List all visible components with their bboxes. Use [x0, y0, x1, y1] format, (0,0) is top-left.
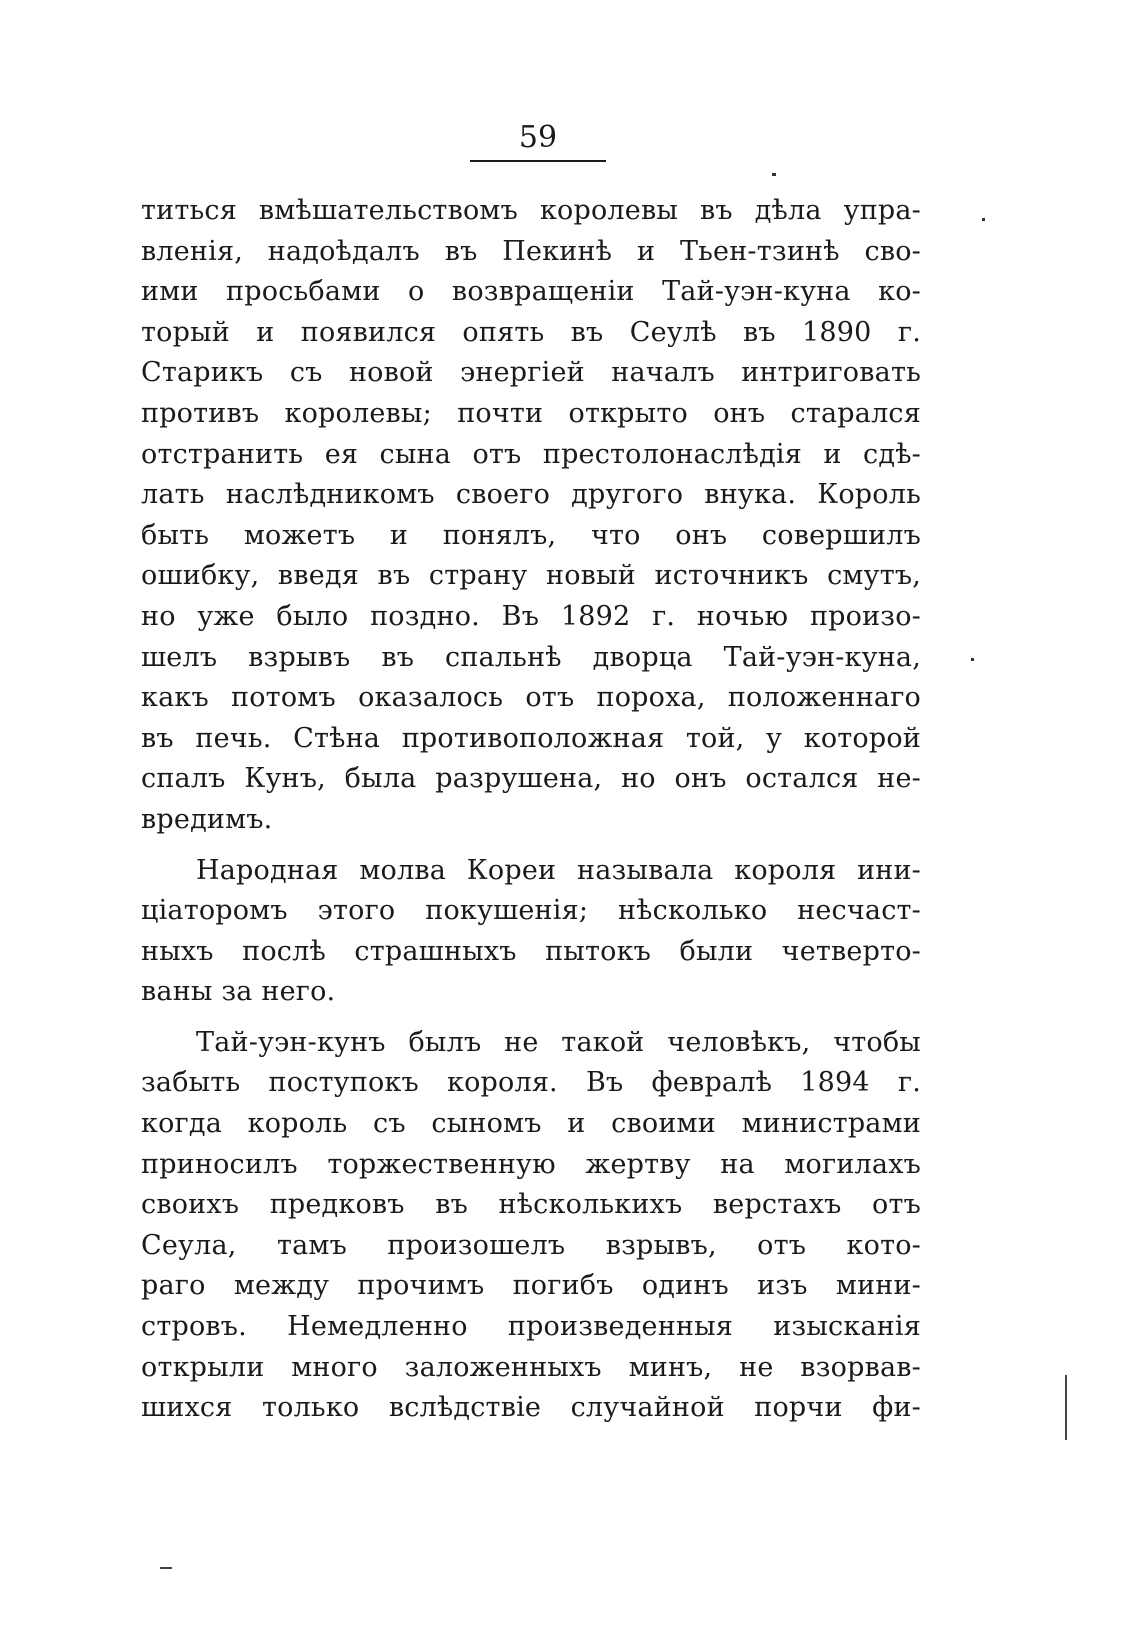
text-line: спалъ Кунъ, была разрушена, но онъ остался не-: [141, 763, 921, 795]
text-line: ошибку, введя въ страну новый источникъ смутъ,: [141, 560, 921, 592]
text-line: но уже было поздно. Въ 1892 г. ночью произо-: [141, 600, 921, 632]
text-line: вредимъ.: [141, 803, 273, 835]
text-line: вленія, надоѣдалъ въ Пекинѣ и Тьен-тзинѣ сво-: [141, 235, 921, 267]
text-line: стровъ. Немедленно произведенныя изысканія: [141, 1311, 921, 1343]
text-line: Сеула, тамъ произошелъ взрывъ, отъ кото-: [141, 1229, 921, 1261]
paragraph-2: [141, 851, 921, 1013]
page-number: 59: [518, 120, 558, 155]
text-line: титься вмѣшательствомъ королевы въ дѣла упра-: [141, 195, 921, 226]
text-line: шихся только вслѣдствіе случайной порчи фи-: [141, 1392, 921, 1424]
text-line: своихъ предковъ въ нѣсколькихъ верстахъ отъ: [141, 1189, 921, 1221]
text-line: Народная молва Кореи называла короля ини-: [196, 854, 921, 886]
text-line: открыли много заложенныхъ минъ, не взорвав-: [141, 1351, 921, 1383]
text-line: раго между прочимъ погибъ одинъ изъ мини-: [141, 1270, 921, 1302]
text-line: лать наслѣдникомъ своего другого внука. Король: [141, 479, 921, 511]
text-line: ціаторомъ этого покушенія; нѣсколько несчаст-: [141, 895, 921, 927]
text-line: приносилъ торжественную жертву на могилахъ: [141, 1148, 921, 1180]
paragraph-3: [141, 1023, 921, 1429]
body-text: [141, 191, 921, 1429]
text-line: торый и появился опять въ Сеулѣ въ 1890 г.: [141, 316, 921, 348]
text-line: когда король съ сыномъ и своими министрами: [141, 1108, 921, 1140]
text-line: отстранить ея сына отъ престолонаслѣдія и сдѣ-: [141, 438, 921, 470]
paragraph-1: [141, 191, 921, 841]
scan-dash: [160, 1567, 172, 1569]
text-line: Старикъ съ новой энергіей началъ интриговать: [141, 357, 921, 389]
text-line: ими просьбами о возвращеніи Тай-уэн-куна ко-: [141, 276, 921, 308]
text-line: противъ королевы; почти открыто онъ старался: [141, 397, 921, 429]
scan-speck: [772, 173, 776, 176]
text-line: какъ потомъ оказалось отъ пороха, положеннаго: [141, 682, 921, 714]
text-line: Тай-уэн-кунъ былъ не такой человѣкъ, чтобы: [196, 1026, 921, 1058]
text-line: шелъ взрывъ въ спальнѣ дворца Тай-уэн-куна,: [141, 641, 921, 673]
text-line: быть можетъ и понялъ, что онъ совершилъ: [141, 519, 921, 551]
scan-speck: [982, 218, 985, 221]
text-line: въ печь. Стѣна противоположная той, у которой: [141, 722, 921, 754]
text-line: ваны за него.: [141, 976, 336, 1008]
text-line: забыть поступокъ короля. Въ февралѣ 1894 г.: [141, 1067, 921, 1099]
margin-mark: [1065, 1375, 1067, 1440]
page-number-rule: [470, 160, 606, 162]
scan-speck: [971, 658, 974, 661]
text-line: ныхъ послѣ страшныхъ пытокъ были четверто-: [141, 935, 921, 967]
